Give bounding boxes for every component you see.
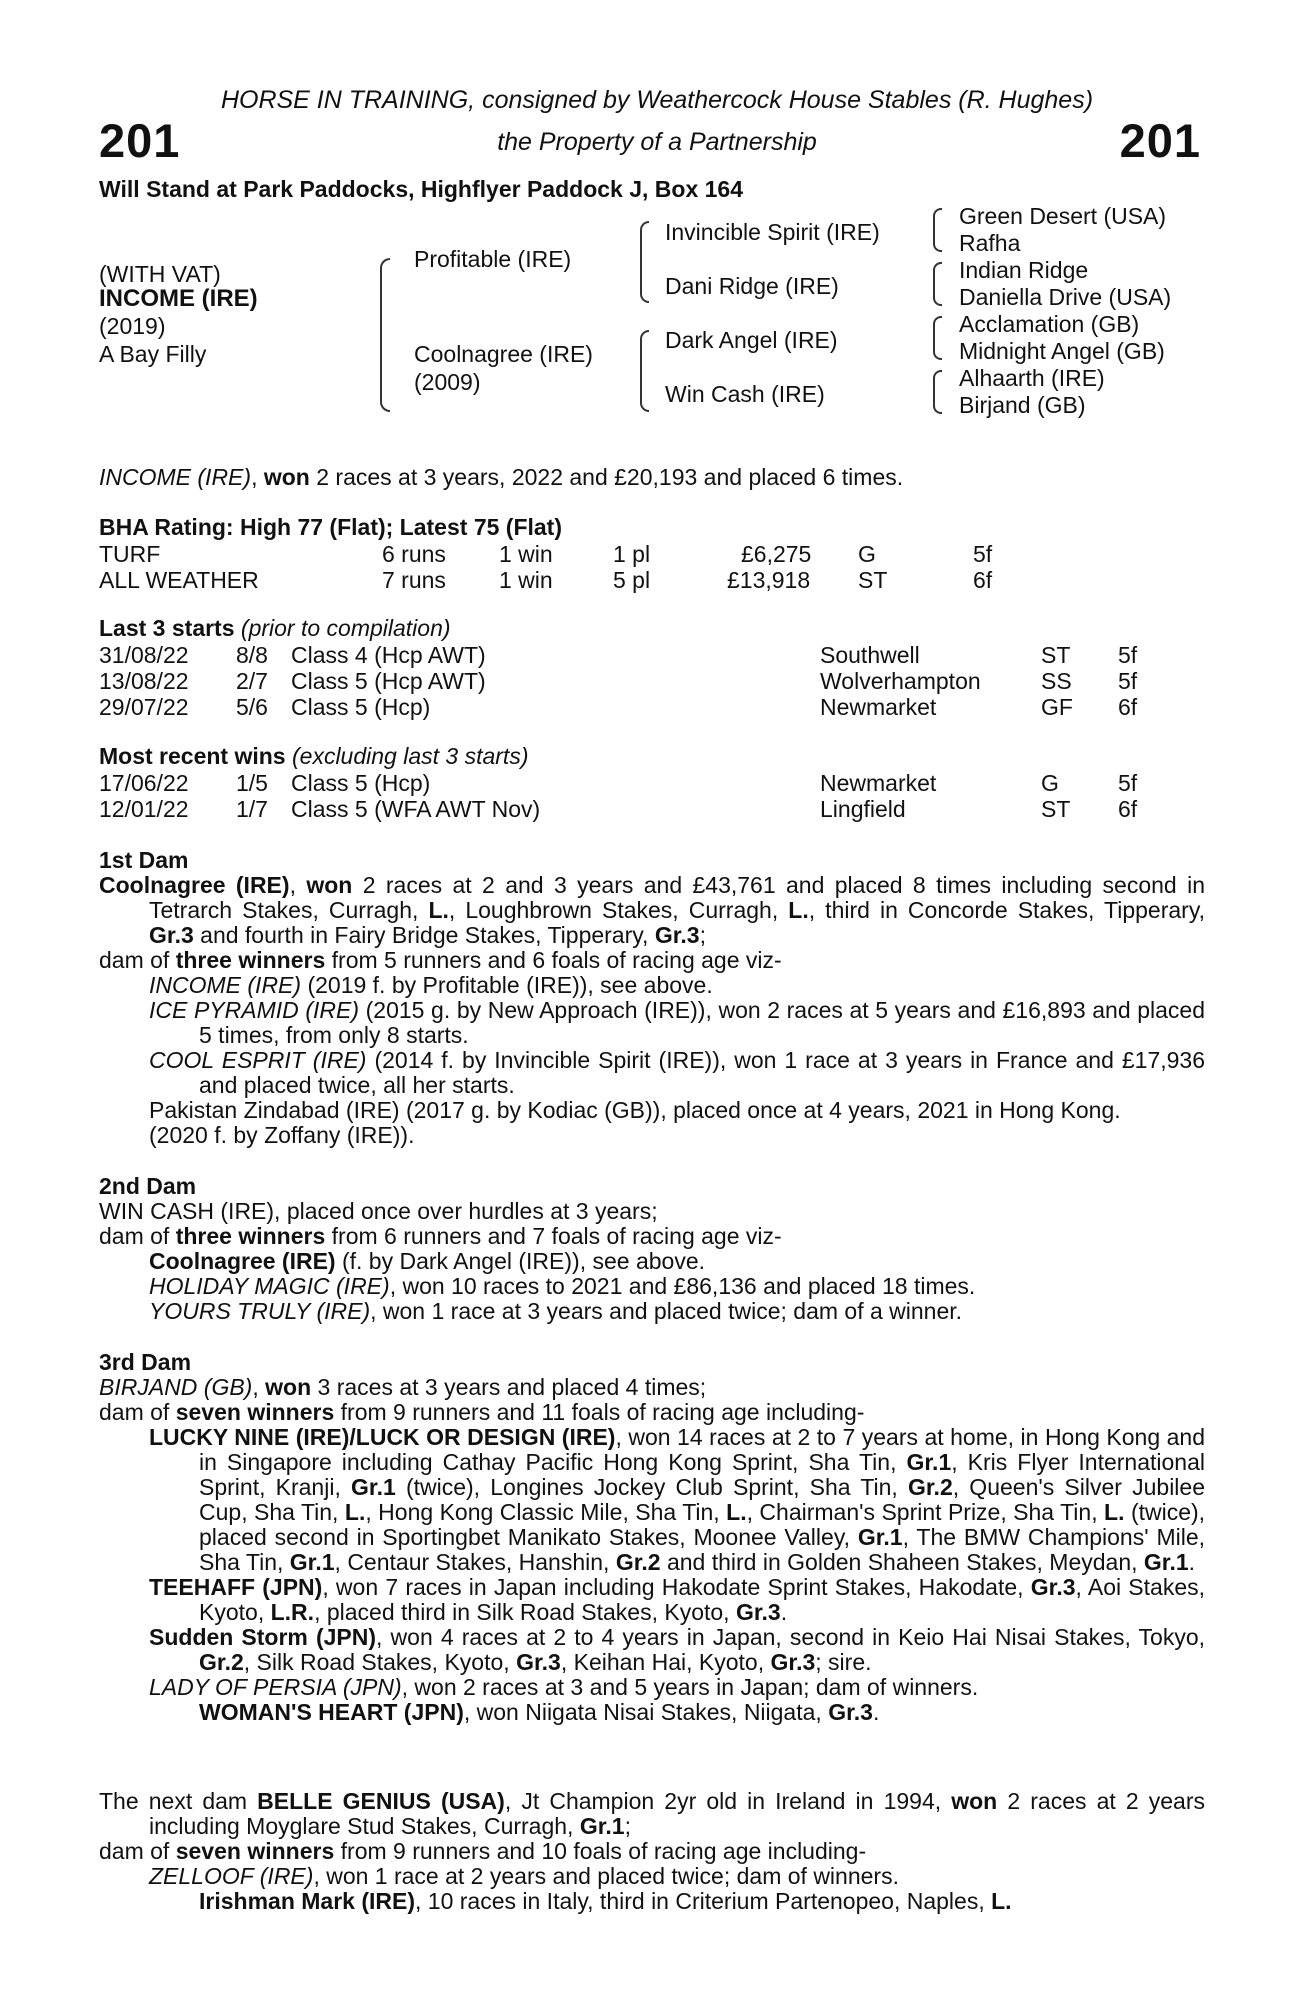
pedigree-brace-sire [640, 221, 649, 303]
produce-text: (f. by Dark Angel (IRE)), see above. [341, 1248, 706, 1274]
next-dam-produce-summary [99, 1839, 1205, 1864]
text-fragment: , won 4 races at 2 to 4 years in Japan, second in Keio Hai Nisai Stakes, Tokyo, [376, 1624, 1206, 1650]
first-dam-name: Coolnagree (IRE) [99, 872, 290, 898]
win-distance: 5f [1118, 770, 1138, 796]
great-grandparent: Acclamation (GB) [959, 311, 1140, 337]
win-date: 17/06/22 [99, 770, 189, 796]
produce-name: ICE PYRAMID (IRE) [149, 997, 360, 1023]
start-date: 31/08/22 [99, 642, 189, 668]
start-going: ST [1041, 642, 1071, 668]
start-course: Newmarket [820, 694, 937, 720]
rating-wins: 1 win [499, 541, 553, 567]
great-grandparent: Indian Ridge [959, 257, 1089, 283]
rating-surface: TURF [99, 541, 161, 567]
win-distance: 6f [1118, 796, 1138, 822]
great-grandparent: Daniella Drive (USA) [959, 284, 1172, 310]
start-course: Southwell [820, 642, 920, 668]
group-label: Gr.3 [1030, 1574, 1076, 1600]
rating-money: £6,275 [741, 541, 812, 567]
first-dam-record: Coolnagree (IRE), won 2 races at 2 and 3 years and £43,761 and placed 8 times including second in Tetrarch Stakes, Curragh, L., Loughbrown Stakes, Curragh, L., third in Concorde Stakes, Tipperary, Gr.3 and fourth in Fairy Bridge Stakes, Tipperary, Gr.3; [99, 872, 1206, 948]
pedigree-brace-ggs-1 [933, 208, 942, 252]
grandsire-2: Dani Ridge (IRE) [665, 273, 839, 299]
last-starts-title: Last 3 starts [99, 615, 235, 641]
won-label: won [265, 1374, 312, 1400]
text-fragment: , Centaur Stakes, Hanshin, [334, 1549, 610, 1575]
text-fragment: , Loughbrown Stakes, Curragh, [448, 897, 779, 923]
text-fragment: , Hong Kong Classic Mile, Sha Tin, [365, 1499, 720, 1525]
text-fragment: dam of [99, 1223, 170, 1249]
produce-name: Coolnagree (IRE) [149, 1248, 336, 1274]
text-fragment: , Silk Road Stakes, Kyoto, [243, 1649, 510, 1675]
start-going: GF [1041, 694, 1073, 720]
recent-wins-note: (excluding last 3 starts) [292, 743, 529, 769]
produce-name: Sudden Storm (JPN) [149, 1624, 377, 1650]
first-dam-produce-list [99, 973, 1205, 1148]
text-fragment: ; [699, 922, 706, 948]
produce-entry [149, 1123, 1205, 1148]
third-dam-name: BIRJAND (GB) [99, 1374, 253, 1400]
lot-number-left: 201 [99, 114, 181, 167]
group-label: Gr.3 [516, 1649, 561, 1675]
great-grandparent: Birjand (GB) [959, 392, 1086, 418]
rating-heading: BHA Rating: High 77 (Flat); Latest 75 (Flat) [99, 514, 562, 540]
text-fragment: ; sire. [815, 1649, 872, 1675]
group-label: Gr.3 [654, 922, 700, 948]
great-grandparent: Midnight Angel (GB) [959, 338, 1165, 364]
winners-count: three winners [175, 1223, 326, 1249]
pedigree-brace-ggs-4 [933, 370, 942, 414]
produce-entry [149, 1625, 1205, 1675]
produce-entry [149, 1675, 1205, 1700]
winners-count: seven winners [175, 1838, 335, 1864]
first-dam-heading: 1st Dam [99, 847, 189, 873]
group-label: Gr.1 [351, 1474, 396, 1500]
produce-text: , won 1 race at 3 years and placed twice; dam of a winner. [370, 1298, 963, 1324]
stand-location: Will Stand at Park Paddocks, Highflyer Paddock J, Box 164 [99, 176, 743, 202]
group-label: Gr.3 [828, 1699, 873, 1725]
text-fragment: 2 races at 2 years including Moyglare Stud Stakes, Curragh, [149, 1788, 1206, 1839]
second-dam-text [99, 1199, 1205, 1324]
text-fragment: dam of [99, 1838, 170, 1864]
property-line: the Property of a Partnership [497, 128, 817, 156]
produce-entry [149, 1299, 1205, 1324]
start-date: 13/08/22 [99, 668, 189, 694]
second-dam-produce-list [99, 1249, 1205, 1324]
produce-name: HOLIDAY MAGIC (IRE) [149, 1273, 390, 1299]
start-position: 2/7 [236, 668, 268, 694]
group-label: Gr.1 [289, 1549, 335, 1575]
dam-year: (2009) [414, 369, 481, 395]
start-race: Class 5 (Hcp) [291, 694, 431, 720]
text-fragment: from 9 runners and 10 foals of racing age including- [340, 1838, 867, 1864]
produce-name: Irishman Mark (IRE) [199, 1888, 415, 1914]
second-dam-produce-summary [99, 1224, 1205, 1249]
group-label: Gr.2 [615, 1549, 661, 1575]
text-fragment: , won Niigata Nisai Stakes, Niigata, [463, 1699, 822, 1725]
start-date: 29/07/22 [99, 694, 189, 720]
text-fragment: and fourth in Fairy Bridge Stakes, Tipperary, [200, 922, 649, 948]
text-fragment: . [872, 1699, 880, 1725]
pedigree-brace-ggs-2 [933, 262, 942, 306]
produce-name: COOL ESPRIT (IRE) [149, 1047, 367, 1073]
group-label: Gr.1 [579, 1813, 625, 1839]
produce-name: LUCKY NINE (IRE)/LUCK OR DESIGN (IRE) [149, 1424, 616, 1450]
third-dam-produce-summary [99, 1400, 1205, 1425]
win-going: ST [1041, 796, 1071, 822]
produce-text: (2015 g. by New Approach (IRE)), won 2 races at 5 years and £16,893 and placed 5 times, from only 8 starts. [199, 997, 1206, 1048]
sire-name: Profitable (IRE) [414, 246, 572, 272]
text-fragment: , Chairman's Sprint Prize, Sha Tin, [746, 1499, 1098, 1525]
third-dam-text [99, 1375, 1205, 1725]
group-label: Gr.3 [149, 922, 194, 948]
rating-runs: 7 runs [382, 567, 446, 593]
produce-entry [149, 1098, 1205, 1123]
win-position: 1/7 [236, 796, 268, 822]
produce-entry [149, 1425, 1205, 1575]
win-position: 1/5 [236, 770, 268, 796]
consigned-line: HORSE IN TRAINING, consigned by Weathercock House Stables (R. Hughes) [220, 86, 1094, 114]
produce-entry [149, 1864, 1205, 1889]
produce-entry [149, 1889, 1205, 1914]
second-dam-heading: 2nd Dam [99, 1173, 197, 1199]
first-dam-text [99, 873, 1205, 1148]
listed-label: L. [788, 897, 809, 923]
win-race: Class 5 (Hcp) [291, 770, 431, 796]
group-label: Gr.1 [1143, 1549, 1189, 1575]
text-fragment: dam of [99, 947, 170, 973]
listed-label: L. [428, 897, 449, 923]
text-fragment: WIN CASH (IRE), placed once over hurdles at 3 years; [99, 1198, 658, 1224]
grandsire-1: Invincible Spirit (IRE) [665, 219, 880, 245]
text-fragment: , placed third in Silk Road Stakes, Kyoto, [314, 1599, 730, 1625]
produce-entry [149, 1048, 1205, 1098]
last-starts-note: (prior to compilation) [240, 615, 451, 641]
text-fragment: , Jt Champion 2yr old in Ireland in 1994, [504, 1788, 942, 1814]
recent-wins-heading [99, 744, 528, 769]
text-fragment: and third in Golden Shaheen Stakes, Meydan, [666, 1549, 1138, 1575]
start-position: 8/8 [236, 642, 268, 668]
text-fragment: (twice), placed second in Sportingbet Manikato Stakes, Moonee Valley, [199, 1499, 1206, 1550]
second-dam-record [99, 1199, 1205, 1224]
start-race: Class 5 (Hcp AWT) [291, 668, 486, 694]
start-position: 5/6 [236, 694, 268, 720]
winners-count: seven winners [175, 1399, 335, 1425]
start-course: Wolverhampton [820, 668, 981, 694]
next-dam-text [99, 1789, 1205, 1914]
rating-going: G [858, 541, 876, 567]
next-dam-produce-list [99, 1864, 1205, 1914]
text-fragment: , won 1 race at 2 years and placed twice; dam of winners. [313, 1863, 899, 1889]
summary-text: 2 races at 3 years, 2022 and £20,193 and placed 6 times. [316, 464, 904, 490]
third-dam-heading: 3rd Dam [99, 1349, 192, 1375]
win-date: 12/01/22 [99, 796, 189, 822]
text-fragment: , won 2 races at 3 and 5 years in Japan; dam of winners. [401, 1674, 979, 1700]
text-fragment: (twice), Longines Jockey Club Sprint, Sha Tin, [405, 1474, 898, 1500]
text-fragment: from 9 runners and 11 foals of racing age including- [340, 1399, 865, 1425]
listed-label: L. [991, 1888, 1012, 1914]
lot-number-right: 201 [1119, 114, 1201, 167]
listed-label: L. [1104, 1499, 1125, 1525]
start-distance: 5f [1118, 668, 1138, 694]
produce-name: LADY OF PERSIA (JPN) [149, 1674, 402, 1700]
group-label: Gr.3 [735, 1599, 781, 1625]
text-fragment: , won 14 races at 2 to 7 years at home, in Hong Kong and in Singapore including Cathay Pacific Hong Kong Sprint, Sha Tin, [199, 1424, 1205, 1475]
great-grandparent: Alhaarth (IRE) [959, 365, 1105, 391]
won-label: won [306, 872, 353, 898]
next-dam-name: BELLE GENIUS (USA) [257, 1788, 505, 1814]
rating-wins: 1 win [499, 567, 553, 593]
text-fragment: dam of [99, 1399, 170, 1425]
produce-text: (2020 f. by Zoffany (IRE)). [149, 1122, 415, 1148]
produce-name: WOMAN'S HEART (JPN) [199, 1699, 464, 1725]
pedigree-brace-main [380, 258, 390, 412]
first-dam-produce-summary [99, 948, 1205, 973]
win-course: Lingfield [820, 796, 906, 822]
text-fragment: , won 7 races in Japan including Hakodate Sprint Stakes, Hakodate, [322, 1574, 1024, 1600]
group-label: Gr.2 [199, 1649, 244, 1675]
summary-horse-name: INCOME (IRE) [99, 464, 252, 490]
produce-entry [149, 998, 1205, 1048]
start-going: SS [1041, 668, 1072, 694]
text-fragment: . [780, 1599, 788, 1625]
third-dam-record: BIRJAND (GB), won 3 races at 3 years and placed 4 times; [99, 1374, 707, 1400]
rating-distance: 5f [973, 541, 993, 567]
rating-placed: 5 pl [613, 567, 651, 593]
produce-text: Pakistan Zindabad (IRE) (2017 g. by Kodiac (GB)), placed once at 4 years, 2021 in Hong Kong. [149, 1097, 1121, 1123]
grandsire-4: Win Cash (IRE) [665, 381, 825, 407]
produce-entry [149, 973, 1205, 998]
rating-surface: ALL WEATHER [99, 567, 259, 593]
produce-entry [149, 1575, 1205, 1625]
group-label: Gr.3 [770, 1649, 816, 1675]
text-fragment: 3 races at 3 years and placed 4 times; [317, 1374, 707, 1400]
text-fragment: . [1188, 1549, 1196, 1575]
win-going: G [1041, 770, 1059, 796]
group-label: Gr.1 [906, 1449, 952, 1475]
rating-distance: 6f [973, 567, 993, 593]
text-fragment: , Keihan Hai, Kyoto, [560, 1649, 765, 1675]
produce-entry [149, 1249, 1205, 1274]
listed-label: L. [726, 1499, 747, 1525]
produce-name: INCOME (IRE) [149, 972, 302, 998]
text-fragment: , Kris Flyer International Sprint, Kranji, [199, 1449, 1205, 1500]
win-race: Class 5 (WFA AWT Nov) [291, 796, 541, 822]
text-fragment: , third in Concorde Stakes, Tipperary, [808, 897, 1206, 923]
produce-text: (2019 f. by Profitable (IRE)), see above. [307, 972, 713, 998]
horse-name: INCOME (IRE) [99, 285, 258, 312]
next-dam-record [99, 1789, 1205, 1839]
win-course: Newmarket [820, 770, 937, 796]
text-fragment: , Queen's Silver Jubilee Cup, Sha Tin, [199, 1474, 1205, 1525]
text-fragment: 2 races at 2 and 3 years and £43,761 and placed 8 times including second in Tetrarch Stakes, Curragh, [149, 872, 1205, 923]
group-label: Gr.2 [907, 1474, 953, 1500]
text-fragment: ; [624, 1813, 631, 1839]
produce-text: (2014 f. by Invincible Spirit (IRE)), won 1 race at 3 years in France and £17,936 and placed twice, all her starts. [199, 1047, 1206, 1098]
listed-label: L.R. [270, 1599, 315, 1625]
text-fragment: from 5 runners and 6 foals of racing age viz- [331, 947, 782, 973]
great-grandparent: Rafha [959, 230, 1021, 256]
produce-name: ZELLOOF (IRE) [149, 1863, 314, 1889]
text-fragment: The next dam [99, 1788, 248, 1814]
rating-placed: 1 pl [613, 541, 651, 567]
produce-text: , won 10 races to 2021 and £86,136 and placed 18 times. [389, 1273, 976, 1299]
text-fragment: , The BMW Champions' Mile, Sha Tin, [199, 1524, 1206, 1575]
won-label: won [951, 1788, 998, 1814]
winners-count: three winners [175, 947, 326, 973]
great-grandparent: Green Desert (USA) [959, 203, 1167, 229]
pedigree-brace-dam [640, 330, 649, 412]
dam-name: Coolnagree (IRE) [414, 341, 593, 367]
group-label: Gr.1 [857, 1524, 903, 1550]
text-fragment: , Aoi Stakes, Kyoto, [199, 1574, 1206, 1625]
horse-year: (2019) [99, 313, 166, 339]
recent-wins-title: Most recent wins [99, 743, 286, 769]
horse-description: A Bay Filly [99, 341, 207, 367]
produce-name: TEEHAFF (JPN) [149, 1574, 323, 1600]
produce-entry [149, 1274, 1205, 1299]
rating-money: £13,918 [727, 567, 811, 593]
grandsire-3: Dark Angel (IRE) [665, 327, 838, 353]
rating-going: ST [858, 567, 888, 593]
start-distance: 5f [1118, 642, 1138, 668]
produce-entry [149, 1700, 1205, 1725]
produce-name: YOURS TRULY (IRE) [149, 1298, 371, 1324]
race-summary: INCOME (IRE), won 2 races at 3 years, 2022 and £20,193 and placed 6 times. [99, 464, 904, 490]
vat-note: (WITH VAT) [99, 261, 221, 287]
rating-runs: 6 runs [382, 541, 446, 567]
text-fragment: from 6 runners and 7 foals of racing age viz- [331, 1223, 782, 1249]
summary-won: won [263, 464, 310, 490]
third-dam-produce-list [99, 1425, 1205, 1725]
start-distance: 6f [1118, 694, 1138, 720]
pedigree-brace-ggs-3 [933, 316, 942, 360]
text-fragment: , 10 races in Italy, third in Criterium Partenopeo, Naples, [415, 1888, 985, 1914]
start-race: Class 4 (Hcp AWT) [291, 642, 486, 668]
last-starts-heading [99, 616, 451, 641]
listed-label: L. [344, 1499, 366, 1525]
